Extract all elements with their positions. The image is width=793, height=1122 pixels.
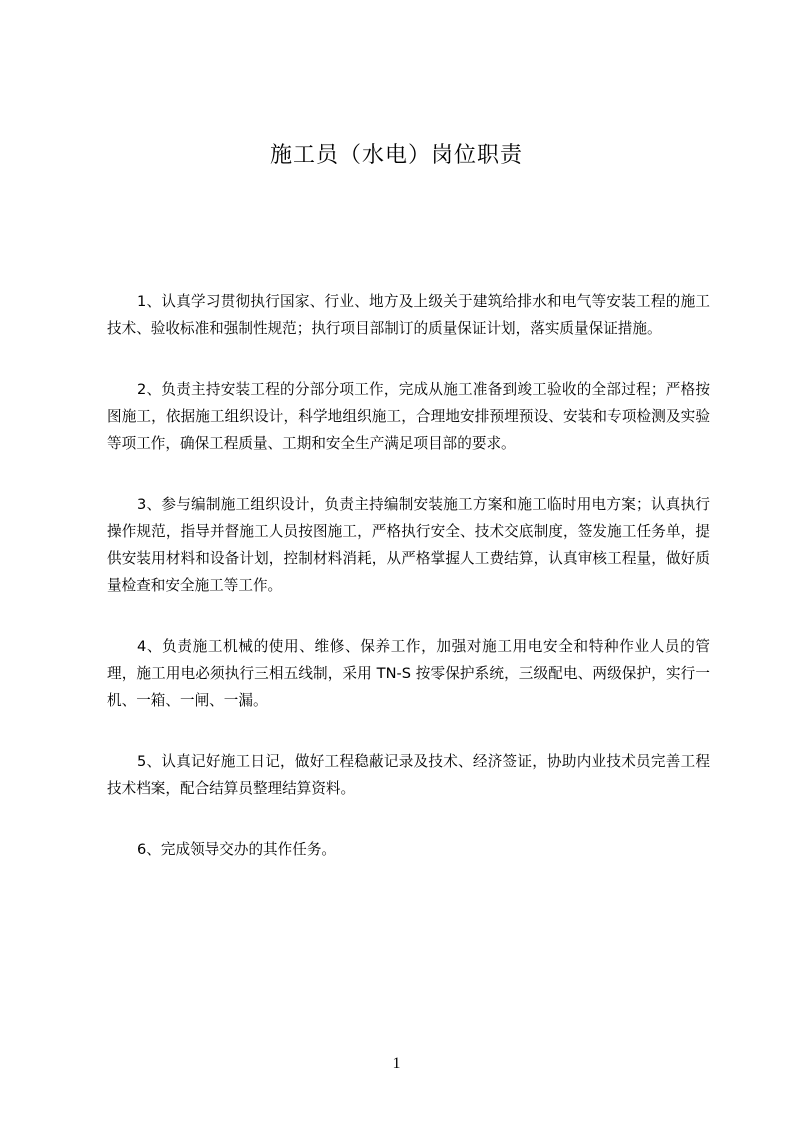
paragraph-5: 5、认真记好施工日记，做好工程稳蔽记录及技术、经济签证，协助内业技术员完善工程技术档案，配合结算员整理结算资料。	[107, 753, 710, 797]
page-number: 1	[392, 1055, 401, 1072]
paragraph-3: 3、参与编制施工组织设计，负责主持编制安装施工方案和施工临时用电方案；认真执行操作规范，指导并督施工人员按图施工，严格执行安全、技术交底制度，签发施工任务单，提供安装用材料和设备计划，控制材料消耗，从严格掌握人工费结算，认真审核工程量，做好质量检查和安全施工等工作。	[107, 496, 710, 594]
paragraph-6: 6、完成领导交办的其作任务。	[137, 841, 337, 858]
paragraph-4: 4、负责施工机械的使用、维修、保养工作，加强对施工用电安全和特种作业人员的管理，施工用电必须执行三相五线制，采用 TN-S 按零保护系统，三级配电、两级保护，实行一机、一箱、一闸、一漏。	[107, 638, 710, 709]
document-title: 施工员（水电）岗位职责	[269, 143, 523, 168]
paragraph-1: 1、认真学习贯彻执行国家、行业、地方及上级关于建筑给排水和电气等安装工程的施工技术、验收标准和强制性规范；执行项目部制订的质量保证计划，落实质量保证措施。	[107, 293, 710, 337]
document-body	[107, 288, 710, 897]
paragraph-2: 2、负责主持安装工程的分部分项工作，完成从施工准备到竣工验收的全部过程；严格按图施工，依据施工组织设计，科学地组织施工，合理地安排预埋预设、安装和专项检测及实验等项工作，确保工程质量、工期和安全生产满足项目部的要求。	[107, 381, 710, 452]
